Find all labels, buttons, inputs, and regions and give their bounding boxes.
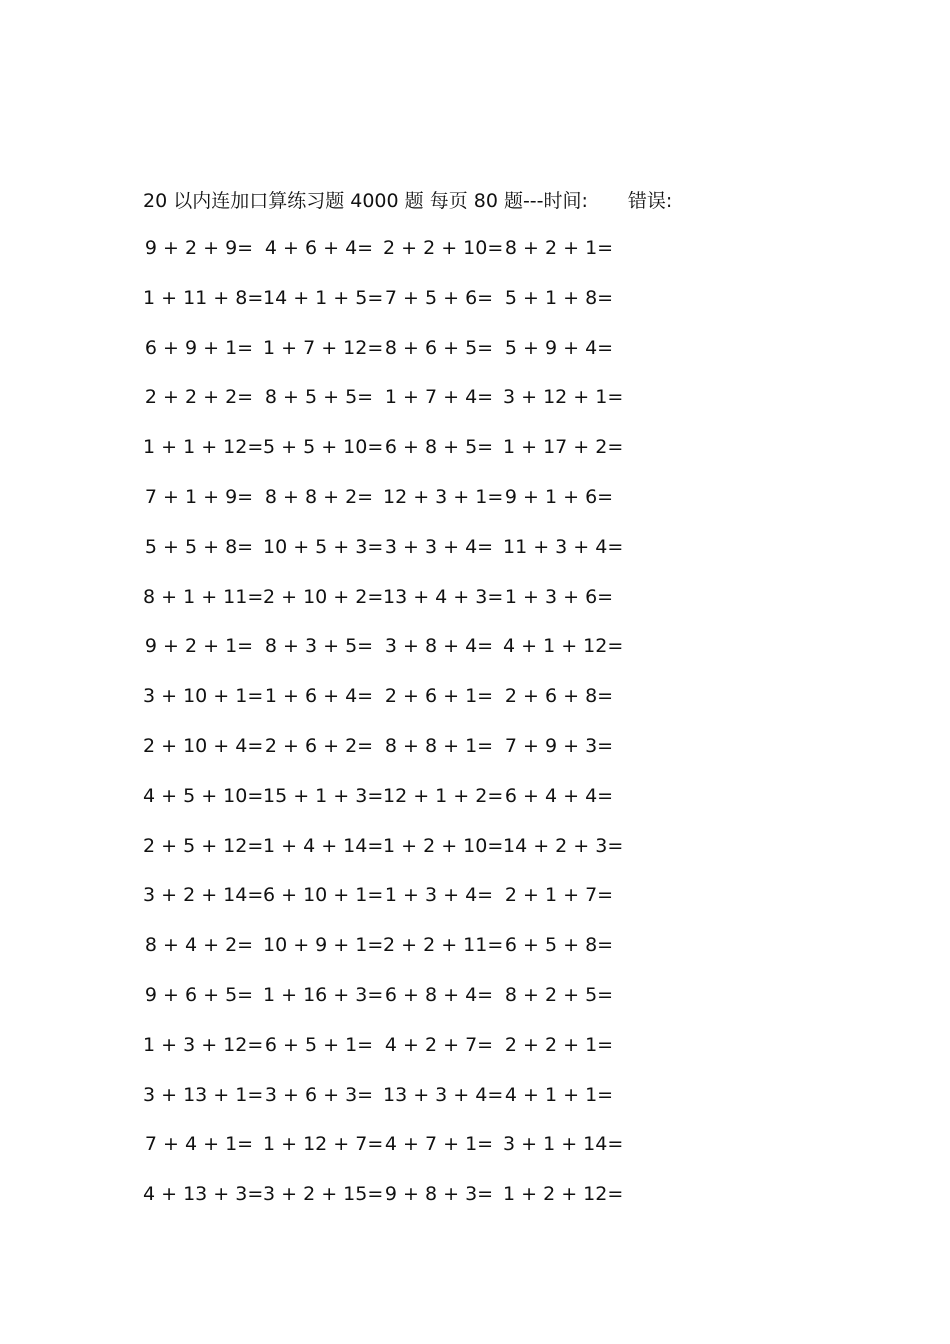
problem: 8 + 8 + 1= bbox=[384, 734, 494, 757]
problem: 1 + 16 + 3= bbox=[263, 983, 384, 1006]
problem-row bbox=[143, 631, 643, 681]
problem: 8 + 6 + 5= bbox=[384, 336, 494, 359]
problem: 2 + 6 + 2= bbox=[264, 734, 374, 757]
problem: 2 + 6 + 8= bbox=[504, 685, 614, 708]
problem: 7 + 4 + 1= bbox=[144, 1133, 254, 1156]
problem: 4 + 5 + 10= bbox=[143, 784, 264, 807]
problem: 6 + 8 + 4= bbox=[384, 983, 494, 1006]
problem: 1 + 7 + 4= bbox=[384, 386, 494, 409]
problem-grid bbox=[143, 233, 643, 1229]
problem: 4 + 1 + 1= bbox=[504, 1083, 614, 1106]
problem: 7 + 5 + 6= bbox=[384, 286, 494, 309]
problem: 9 + 8 + 3= bbox=[384, 1183, 494, 1206]
problem-row bbox=[143, 382, 643, 432]
problem: 3 + 3 + 4= bbox=[384, 535, 494, 558]
problem: 13 + 4 + 3= bbox=[383, 585, 504, 608]
problem: 5 + 5 + 8= bbox=[144, 535, 254, 558]
problem: 3 + 13 + 1= bbox=[143, 1083, 264, 1106]
problem: 2 + 2 + 2= bbox=[144, 386, 254, 409]
problem-row bbox=[143, 731, 643, 781]
problem: 9 + 6 + 5= bbox=[144, 983, 254, 1006]
problem-row bbox=[143, 980, 643, 1030]
problem: 3 + 12 + 1= bbox=[503, 386, 624, 409]
problem: 2 + 2 + 11= bbox=[383, 934, 504, 957]
worksheet-title: 20 以内连加口算练习题 4000 题 每页 80 题---时间: bbox=[143, 190, 588, 212]
problem-row bbox=[143, 1030, 643, 1080]
problem: 8 + 4 + 2= bbox=[144, 934, 254, 957]
problem: 8 + 5 + 5= bbox=[264, 386, 374, 409]
problem: 2 + 2 + 10= bbox=[383, 237, 504, 259]
problem: 3 + 10 + 1= bbox=[143, 685, 264, 708]
errors-label: 错误: bbox=[627, 190, 673, 212]
problem-row bbox=[143, 681, 643, 731]
problem: 8 + 2 + 5= bbox=[504, 983, 614, 1006]
problem: 6 + 5 + 1= bbox=[264, 1033, 374, 1056]
problem: 3 + 2 + 15= bbox=[263, 1183, 384, 1206]
problem-row bbox=[143, 432, 643, 482]
problem: 4 + 2 + 7= bbox=[384, 1033, 494, 1056]
problem: 6 + 8 + 5= bbox=[384, 436, 494, 459]
problem: 3 + 1 + 14= bbox=[503, 1133, 624, 1156]
problem: 8 + 3 + 5= bbox=[264, 635, 374, 658]
problem-row bbox=[143, 283, 643, 333]
problem: 1 + 2 + 12= bbox=[503, 1183, 624, 1206]
problem-row bbox=[143, 532, 643, 582]
problem-row bbox=[143, 1179, 643, 1229]
problem: 2 + 1 + 7= bbox=[504, 884, 614, 907]
problem: 12 + 3 + 1= bbox=[383, 485, 504, 508]
problem-row bbox=[143, 880, 643, 930]
problem: 4 + 1 + 12= bbox=[503, 635, 624, 658]
problem: 8 + 8 + 2= bbox=[264, 485, 374, 508]
problem-row bbox=[143, 582, 643, 632]
problem-row bbox=[143, 930, 643, 980]
problem: 1 + 12 + 7= bbox=[263, 1133, 384, 1156]
problem: 10 + 5 + 3= bbox=[263, 535, 384, 558]
problem-row bbox=[143, 1080, 643, 1130]
problem: 13 + 3 + 4= bbox=[383, 1083, 504, 1106]
problem: 7 + 1 + 9= bbox=[144, 485, 254, 508]
problem: 3 + 8 + 4= bbox=[384, 635, 494, 658]
problem: 9 + 2 + 1= bbox=[144, 635, 254, 658]
problem: 2 + 10 + 4= bbox=[143, 734, 264, 757]
problem: 7 + 9 + 3= bbox=[504, 734, 614, 757]
problem: 1 + 3 + 4= bbox=[384, 884, 494, 907]
problem: 3 + 2 + 14= bbox=[143, 884, 264, 907]
problem: 5 + 9 + 4= bbox=[504, 336, 614, 359]
problem-row bbox=[143, 333, 643, 383]
problem: 9 + 1 + 6= bbox=[504, 485, 614, 508]
problem: 5 + 1 + 8= bbox=[504, 286, 614, 309]
problem: 1 + 3 + 6= bbox=[504, 585, 614, 608]
problem: 5 + 5 + 10= bbox=[263, 436, 384, 459]
problem: 1 + 2 + 10= bbox=[383, 834, 504, 857]
problem: 1 + 6 + 4= bbox=[264, 685, 374, 708]
problem: 12 + 1 + 2= bbox=[383, 784, 504, 807]
problem: 10 + 9 + 1= bbox=[263, 934, 384, 957]
problem: 2 + 2 + 1= bbox=[504, 1033, 614, 1056]
problem: 11 + 3 + 4= bbox=[503, 535, 624, 558]
problem: 15 + 1 + 3= bbox=[263, 784, 384, 807]
problem: 6 + 10 + 1= bbox=[263, 884, 384, 907]
problem: 1 + 3 + 12= bbox=[143, 1033, 264, 1056]
problem: 1 + 4 + 14= bbox=[263, 834, 384, 857]
problem: 3 + 6 + 3= bbox=[264, 1083, 374, 1106]
problem: 8 + 1 + 11= bbox=[143, 585, 264, 608]
problem: 1 + 17 + 2= bbox=[503, 436, 624, 459]
problem: 14 + 1 + 5= bbox=[263, 286, 384, 309]
problem: 1 + 11 + 8= bbox=[143, 286, 264, 309]
problem: 4 + 6 + 4= bbox=[264, 237, 374, 259]
problem-row bbox=[143, 1129, 643, 1179]
problem: 6 + 4 + 4= bbox=[504, 784, 614, 807]
problem-row bbox=[143, 233, 643, 283]
problem: 1 + 1 + 12= bbox=[143, 436, 264, 459]
problem: 4 + 7 + 1= bbox=[384, 1133, 494, 1156]
problem: 6 + 9 + 1= bbox=[144, 336, 254, 359]
problem: 1 + 7 + 12= bbox=[263, 336, 384, 359]
problem: 8 + 2 + 1= bbox=[504, 237, 614, 259]
problem: 6 + 5 + 8= bbox=[504, 934, 614, 957]
worksheet-header bbox=[143, 186, 672, 216]
problem: 2 + 6 + 1= bbox=[384, 685, 494, 708]
problem: 2 + 10 + 2= bbox=[263, 585, 384, 608]
problem-row bbox=[143, 482, 643, 532]
problem-row bbox=[143, 831, 643, 881]
problem: 2 + 5 + 12= bbox=[143, 834, 264, 857]
problem-row bbox=[143, 781, 643, 831]
problem: 9 + 2 + 9= bbox=[144, 237, 254, 259]
problem: 4 + 13 + 3= bbox=[143, 1183, 264, 1206]
problem: 14 + 2 + 3= bbox=[503, 834, 624, 857]
